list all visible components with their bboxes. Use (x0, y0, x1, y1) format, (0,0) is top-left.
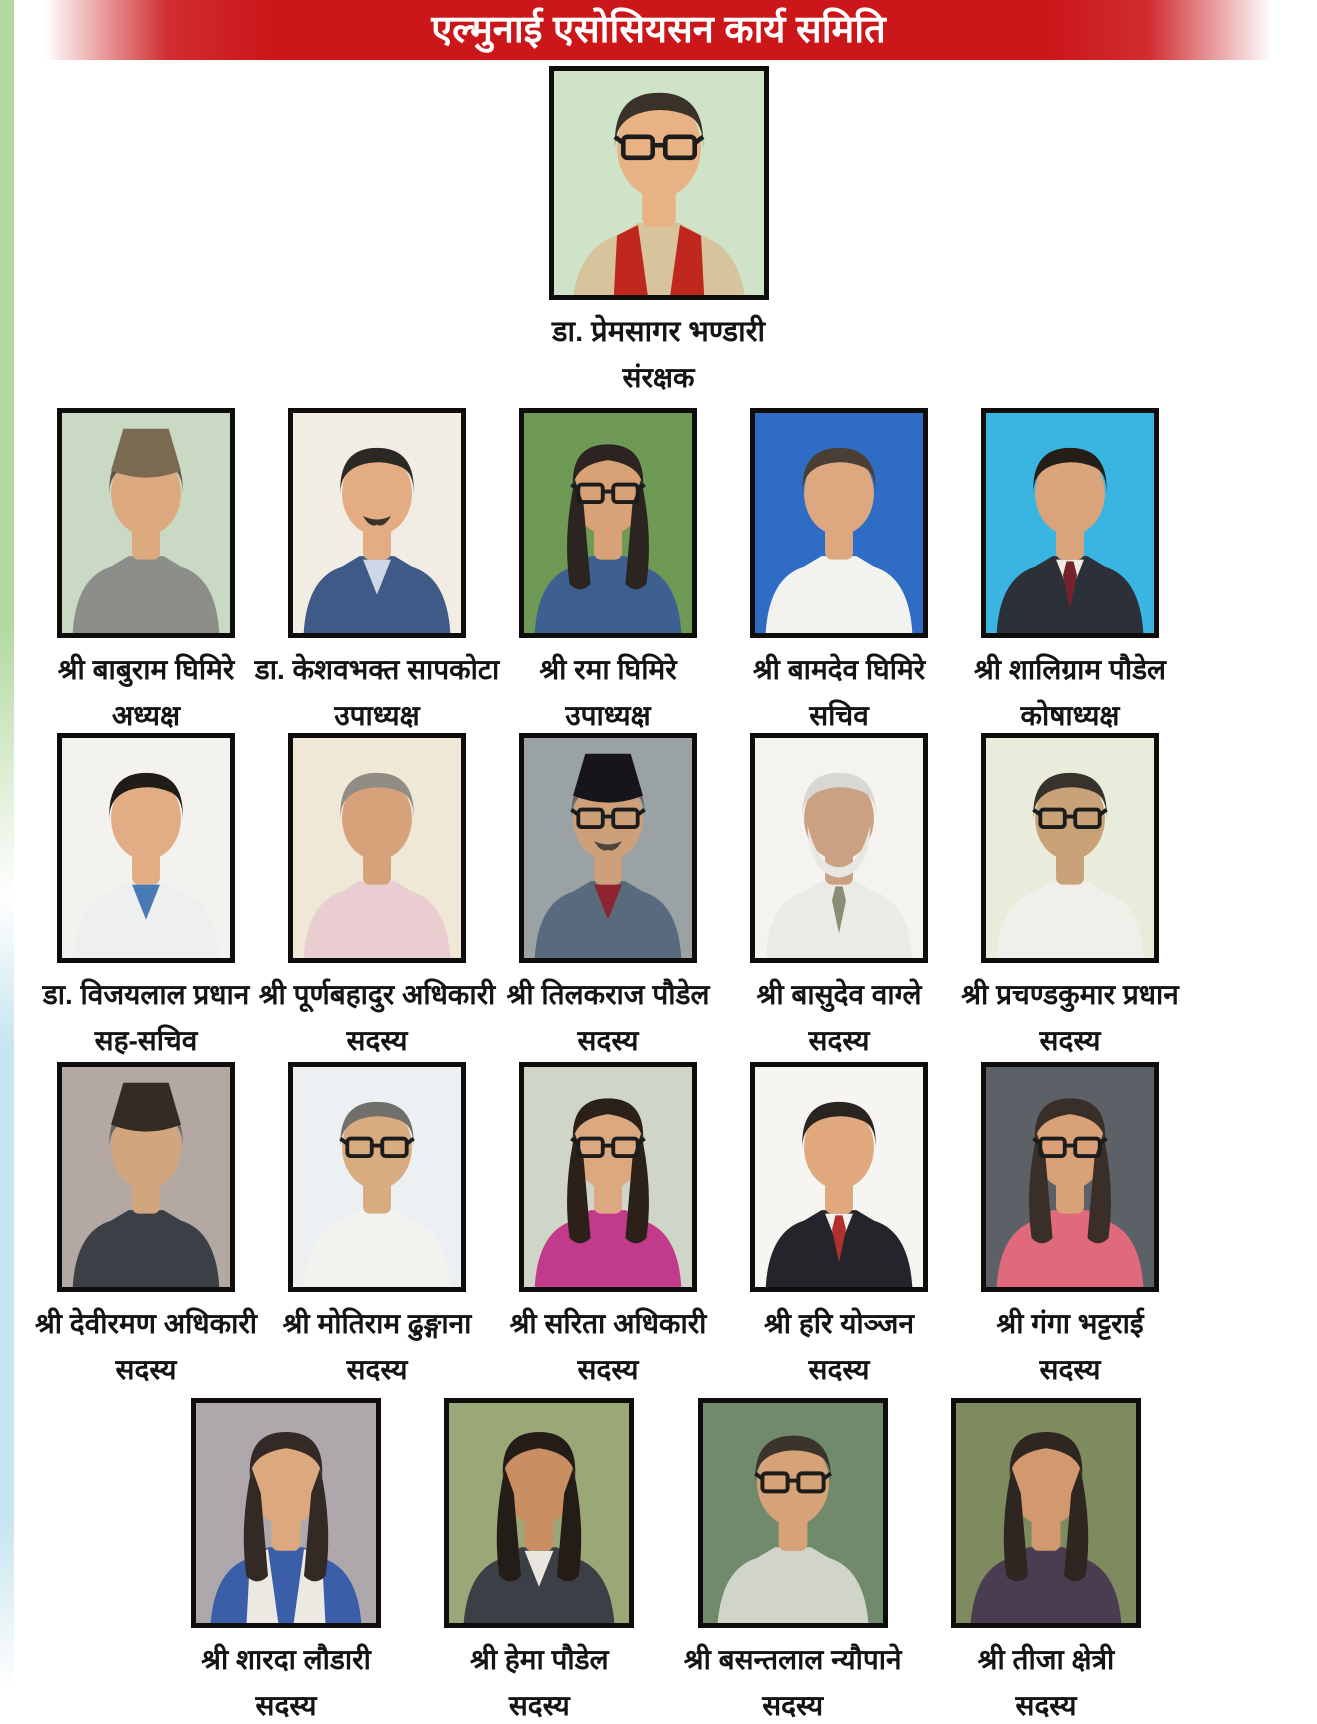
member-name: श्री शारदा लौडारी (201, 1644, 371, 1675)
member-role: सदस्य (346, 1025, 408, 1056)
member-name: श्री बाबुराम घिमिरे (57, 654, 235, 685)
member-name: श्री बासुदेव वाग्ले (756, 979, 922, 1010)
member-card (254, 408, 500, 736)
member-photo (57, 1062, 235, 1292)
member-photo (57, 408, 235, 638)
member-card (973, 408, 1167, 736)
portrait-placeholder-icon (986, 1067, 1154, 1287)
portrait-placeholder-icon (62, 413, 230, 633)
member-role: सदस्य (808, 1354, 870, 1385)
member-card (506, 733, 710, 1061)
member-role: सदस्य (808, 1025, 870, 1056)
portrait-placeholder-icon (524, 413, 692, 633)
page-title: एल्मुनाई एसोसियसन कार्य समिति (431, 9, 886, 51)
member-card (750, 1062, 928, 1390)
member-role: सदस्य (762, 1690, 824, 1721)
member-role: सदस्य (255, 1690, 317, 1721)
member-role: अध्यक्ष (111, 700, 181, 731)
member-role: सदस्य (1039, 1354, 1101, 1385)
member-name: श्री पूर्णबहादुर अधिकारी (258, 979, 496, 1010)
member-role: सदस्य (1015, 1690, 1077, 1721)
member-card (750, 408, 928, 736)
portrait-placeholder-icon (293, 738, 461, 958)
member-photo (549, 66, 769, 300)
member-photo (288, 733, 466, 963)
member-photo (750, 1062, 928, 1292)
member-card (258, 733, 496, 1061)
member-photo (519, 1062, 697, 1292)
member-name: श्री मोतिराम ढुङ्गाना (282, 1308, 472, 1339)
member-photo (444, 1398, 634, 1628)
member-card (519, 408, 697, 736)
member-name: डा. केशवभक्त सापकोटा (254, 654, 500, 685)
member-name: श्री तीजा क्षेत्री (977, 1644, 1115, 1675)
portrait-placeholder-icon (293, 1067, 461, 1287)
committee-row-1 (57, 408, 1167, 736)
member-card (549, 66, 769, 398)
member-name: श्री हरि योञ्जन (763, 1308, 914, 1339)
member-photo (191, 1398, 381, 1628)
member-card (509, 1062, 707, 1390)
member-name: श्री हेमा पौडेल (470, 1644, 609, 1675)
member-card (961, 733, 1179, 1061)
member-card (981, 1062, 1159, 1390)
portrait-placeholder-icon (986, 738, 1154, 958)
member-photo (288, 1062, 466, 1292)
member-role: सदस्य (115, 1354, 177, 1385)
member-name: श्री गंगा भट्टराई (996, 1308, 1144, 1339)
member-role: सदस्य (577, 1025, 639, 1056)
patron-section (0, 66, 1317, 398)
member-card (750, 733, 928, 1061)
member-role: सदस्य (508, 1690, 570, 1721)
portrait-placeholder-icon (449, 1403, 629, 1623)
member-name: श्री सरिता अधिकारी (509, 1308, 707, 1339)
portrait-placeholder-icon (956, 1403, 1136, 1623)
portrait-placeholder-icon (62, 738, 230, 958)
member-photo (981, 1062, 1159, 1292)
member-card (951, 1398, 1141, 1724)
member-role: उपाध्यक्ष (334, 700, 420, 731)
member-name: डा. प्रेमसागर भण्डारी (552, 316, 765, 348)
member-photo (750, 733, 928, 963)
portrait-placeholder-icon (703, 1403, 883, 1623)
member-photo (57, 733, 235, 963)
member-role: सदस्य (1039, 1025, 1101, 1056)
member-photo (750, 408, 928, 638)
member-photo (288, 408, 466, 638)
title-banner (45, 0, 1272, 60)
portrait-placeholder-icon (293, 413, 461, 633)
member-name: श्री शालिग्राम पौडेल (973, 654, 1167, 685)
member-role: सदस्य (577, 1354, 639, 1385)
member-role: कोषाध्यक्ष (1020, 700, 1120, 731)
portrait-placeholder-icon (755, 1067, 923, 1287)
member-name: श्री तिलकराज पौडेल (506, 979, 710, 1010)
member-photo (519, 408, 697, 638)
portrait-placeholder-icon (986, 413, 1154, 633)
portrait-placeholder-icon (755, 413, 923, 633)
member-role: उपाध्यक्ष (565, 700, 651, 731)
member-card (57, 408, 235, 736)
portrait-placeholder-icon (755, 738, 923, 958)
member-role: सह-सचिव (94, 1025, 198, 1056)
member-role: सचिव (809, 700, 869, 731)
member-card (191, 1398, 381, 1724)
portrait-placeholder-icon (524, 738, 692, 958)
portrait-placeholder-icon (554, 71, 764, 295)
portrait-placeholder-icon (62, 1067, 230, 1287)
member-card (42, 733, 250, 1061)
member-card (444, 1398, 634, 1724)
committee-row-4 (191, 1398, 1141, 1724)
member-photo (519, 733, 697, 963)
member-role: सदस्य (346, 1354, 408, 1385)
member-card (282, 1062, 472, 1390)
member-name: श्री बसन्तलाल न्यौपाने (683, 1644, 902, 1675)
member-photo (981, 408, 1159, 638)
member-name: श्री प्रचण्डकुमार प्रधान (961, 979, 1179, 1010)
member-name: श्री बामदेव घिमिरे (752, 654, 926, 685)
member-role: संरक्षक (622, 362, 695, 393)
member-card (683, 1398, 902, 1724)
member-card (34, 1062, 258, 1390)
member-photo (698, 1398, 888, 1628)
portrait-placeholder-icon (196, 1403, 376, 1623)
member-name: डा. विजयलाल प्रधान (42, 979, 250, 1010)
member-name: श्री देवीरमण अधिकारी (34, 1308, 258, 1339)
member-photo (981, 733, 1159, 963)
committee-row-3 (34, 1062, 1159, 1390)
portrait-placeholder-icon (524, 1067, 692, 1287)
committee-row-2 (42, 733, 1179, 1061)
member-name: श्री रमा घिमिरे (539, 654, 677, 685)
member-photo (951, 1398, 1141, 1628)
